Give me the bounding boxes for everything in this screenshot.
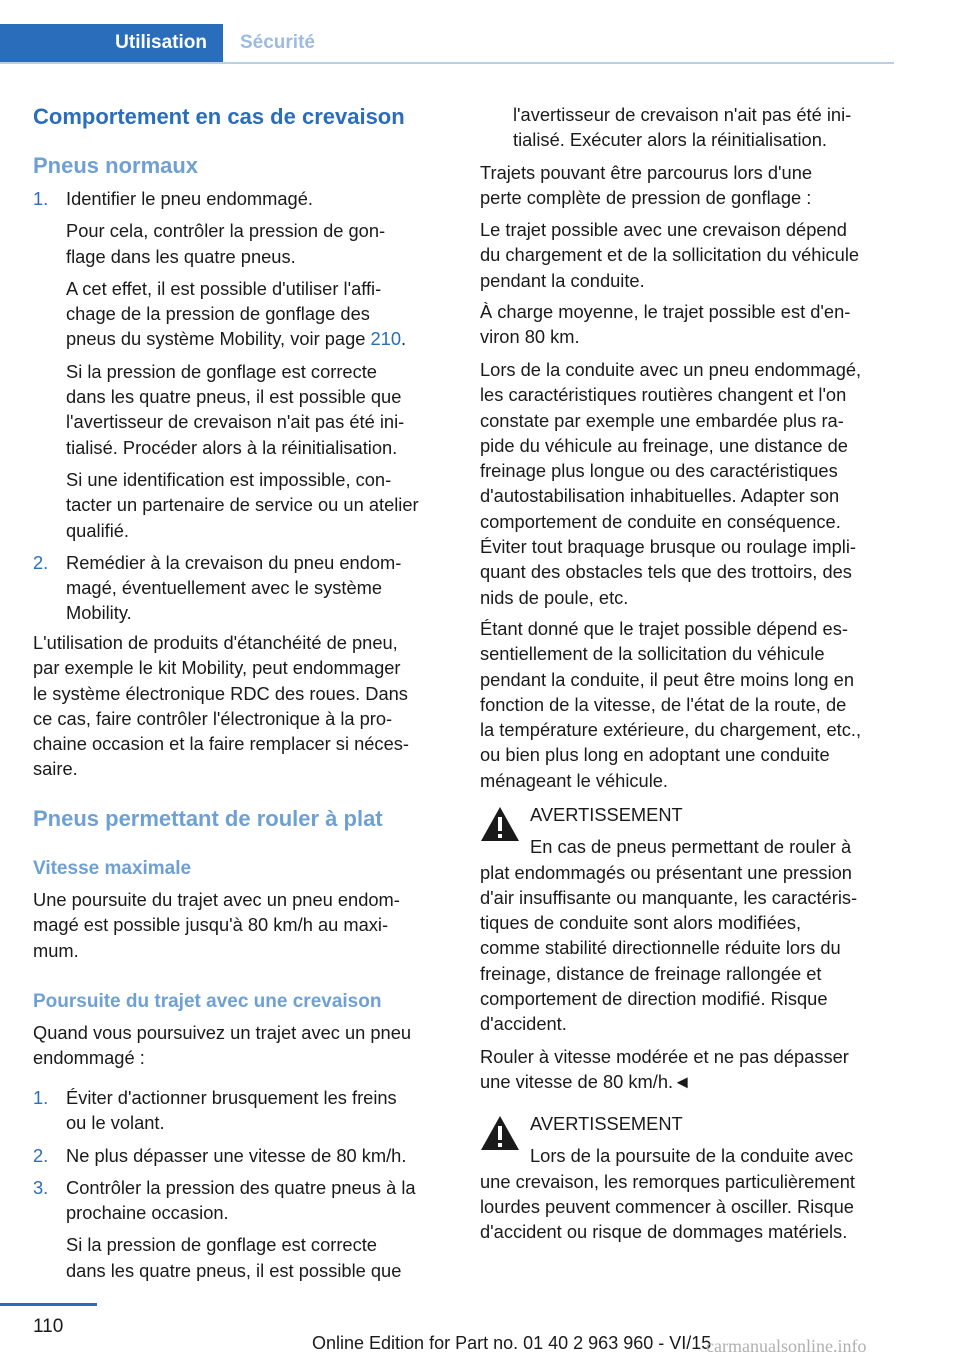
warning-triangle-icon [480,1115,520,1151]
page-number: 110 [33,1316,64,1337]
page-link-210[interactable]: 210 [370,328,402,350]
step-text: l'avertisseur de crevaison n'ait pas été ini- [66,411,405,433]
step-text: Pour cela, contrôler la pression de gon- [66,220,386,242]
step-text: Si la pression de gonflage est correcte [66,360,377,382]
para-continuation: l'avertisseur de crevaison n'ait pas été ini- tialisé. Exécuter alors la réinitialisation. [513,104,852,151]
step-text: tacter un partenaire de service ou un atelier [66,494,419,516]
warning-triangle-icon [480,806,520,842]
para-vitesse: Une poursuite du trajet avec un pneu endom- magé est possible jusqu'à 80 km/h au maxi- mum. [33,889,400,961]
step-text: Mobility. [66,602,132,624]
step-text: A cet effet, il est possible d'utiliser l'affi- [66,277,382,299]
list-item-1 [33,186,451,543]
list-number: 2. [33,1144,49,1166]
tab-utilisation[interactable]: Utilisation [0,24,223,62]
step-text: qualifié. [66,519,130,541]
step-text: chage de la pression de gonflage des [66,303,370,325]
heading-pneus-normaux: Pneus normaux [33,153,199,178]
para-poursuite: Quand vous poursuivez un trajet avec un pneu endommagé : [33,1022,412,1069]
footer-rule [0,1303,97,1306]
warning-block-2: AVERTISSEMENT Lors de la poursuite de la conduite avec une crevaison, les remorques particulièrement lourdes peuvent commencer à osciller. Risque d'accident ou risque de dommages matériels. [480,1111,896,1244]
step-text: Identifier le pneu endommagé. [66,188,313,209]
list-item-2 [33,550,451,626]
tab-securite[interactable]: Sécurité [240,32,315,53]
step-text: pneus du système Mobility, voir page 210. [66,328,407,350]
watermark: carmanualsonline.info [706,1336,867,1356]
step-text: Si une identification est impossible, con- [66,468,392,490]
list-number: 1. [33,1087,49,1108]
list-normaux [33,186,451,626]
list-number: 1. [33,188,49,209]
list-number: 3. [33,1176,49,1198]
step-text: dans les quatre pneus, il est possible que [66,386,402,408]
header-tabbar [0,24,894,64]
list-number: 2. [33,551,49,573]
para-etant-donne: Étant donné que le trajet possible dépend es- sentiellement de la sollicitation du véhicule pendant la conduite, il peut être moins long en fonction de la vitesse, de l'état de la route, de la température extérieure, du chargement, etc., ou bien plus long en adoptant une conduite ménageant le véhicule. [480,618,862,791]
warning-title: AVERTISSEMENT [530,1113,683,1134]
para-trajet-possible: Le trajet possible avec une crevaison dépend du chargement et de la sollicitation du véhicule pendant la conduite. [480,219,860,291]
step-text: flage dans les quatre pneus. [66,245,296,267]
heading-rouler-a-plat: Pneus permettant de rouler à plat [33,806,383,831]
warning-block-1: AVERTISSEMENT En cas de pneus permettant de rouler à plat endommagés ou présentant une pression d'air insuffisante ou manquante, les caractéris- tiques de conduite sont alors modifiées, comme stabilité directionnelle réduite lors du freinage, distance de freinage rallongée et comportement de direction modifié. Risque d'accident. Rouler à vitesse modérée et ne pas dépasser une vitesse de 80 km/h.◄ [480,802,896,1094]
step-text: magé, éventuellement avec le système [66,577,383,599]
list-item-2: 2. Ne plus dépasser une vitesse de 80 km/h. [33,1143,451,1168]
edition-text: Online Edition for Part no. 01 40 2 963 960 - VI/15 [312,1333,712,1353]
step-text: tialisé. Procéder alors à la réinitialisation. [66,436,398,458]
list-item-1: 1. Éviter d'actionner brusquement les freins ou le volant. [33,1087,397,1134]
heading-poursuite: Poursuite du trajet avec une crevaison [33,991,382,1012]
heading-vitesse-maximale: Vitesse maximale [33,858,192,879]
list-item-3: 3. Contrôler la pression des quatre pneus à la prochaine occasion. Si la pression de gonflage est correcte dans les quatre pneus, il est possible que [33,1176,416,1281]
list-poursuite [33,1085,451,1283]
para-trajets: Trajets pouvant être parcourus lors d'une perte complète de pression de gonflage : [480,162,813,209]
para-etancheite: L'utilisation de produits d'étanchéité de pneu, par exemple le kit Mobility, peut endommager le système électronique RDC des roues. Dans ce cas, faire contrôler l'électronique à la pro- chaine occasion et la faire remplacer si néces- saire. [33,632,409,780]
para-conduite-pneu: Lors de la conduite avec un pneu endommagé, les caractéristiques routières changent et l'on constate par exemple une embardée plus ra- pide du véhicule au freinage, une distance de freinage plus longue ou des caractéristiques d'autostabilisation inhabituelles. Adapter son comportement de conduite en conséquence. Éviter tout braquage brusque ou roulage impli- quant des obstacles tels que des trottoirs, des nids de poule, etc. [480,359,862,608]
heading-comportement: Comportement en cas de crevaison [33,104,405,129]
step-text: Remédier à la crevaison du pneu endom- [66,551,402,573]
para-charge-moyenne: À charge moyenne, le trajet possible est d'en- viron 80 km. [480,301,851,348]
warning-title: AVERTISSEMENT [530,804,683,825]
